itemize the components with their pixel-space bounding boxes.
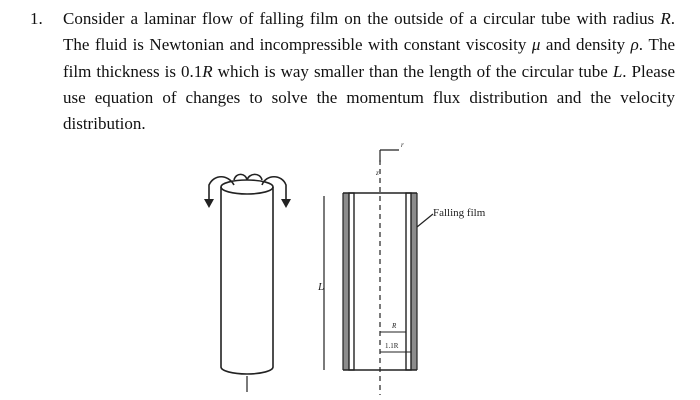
radius-label: R [392,322,397,330]
film-right [411,193,417,370]
thickness-coefficient: 0.1 [181,61,203,81]
text-segment: . The fluid is Newtonian and incompressible with constant viscosity [63,9,675,55]
tube-bottom-edge [221,367,273,374]
r-axis-label: r [401,141,404,149]
tube-top-ellipse [221,180,273,194]
tube-wall-right [406,193,411,370]
symbol-viscosity: μ [531,35,541,55]
z-axis-label: z [376,169,379,177]
flow-arc-center-right [247,174,262,180]
problem-number: 1. [30,9,43,28]
text-segment: which is way smaller than the length of the circular tube [212,61,613,81]
symbol-radius: R [202,61,213,81]
tube-wall-left [349,193,354,370]
flow-arrowhead-left [204,199,214,208]
length-label: L [318,281,325,293]
symbol-length: L [612,61,623,81]
flow-arrowhead-right [281,199,291,208]
film-left [343,193,349,370]
text-segment: . Please use equation of changes to solve the momentum flux distribution and the velocity distribution. [63,61,675,134]
falling-film-label: Falling film [433,207,486,219]
symbol-radius: R [660,9,671,28]
film-label-leader [417,214,433,227]
text-segment: and density [540,35,631,55]
flow-arc-right [262,177,286,200]
flow-arc-center-left [234,174,247,180]
tube-3d-drawing [209,174,286,392]
text-segment: Consider a laminar flow of falling film on the outside of a circular tube with radius [63,9,661,28]
symbol-density: ρ [630,35,639,55]
text-segment: . The film thickness is [63,35,675,81]
outer-radius-label: 1.1R [385,342,399,350]
